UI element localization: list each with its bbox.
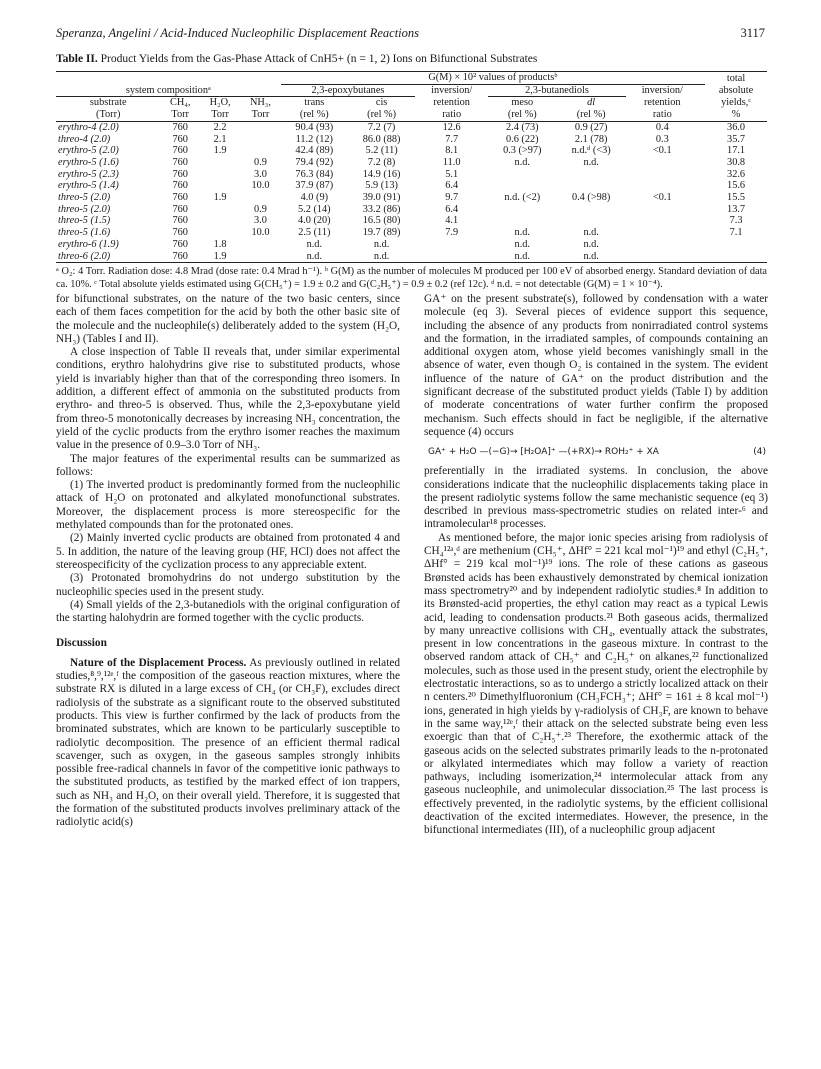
h2o-cell (200, 204, 240, 216)
trans-cell: n.d. (306, 238, 323, 250)
table-row (56, 227, 767, 239)
ch4-cell: 760 (172, 238, 188, 250)
system-composition-header: system compositionᵃ (56, 84, 281, 97)
cis-cell: 7.2 (8) (367, 156, 396, 168)
trans-cell: 5.2 (14) (298, 203, 331, 215)
table-label: Table II. (56, 53, 98, 65)
dl-cell: 0.4 (>98) (571, 192, 611, 204)
table-row (56, 134, 767, 146)
ch4-cell: 760 (172, 145, 188, 157)
total-yield-cell: 7.3 (729, 215, 743, 227)
total-yield-cell: 13.7 (727, 203, 746, 215)
ch4-cell: 760 (172, 192, 188, 204)
ch4-cell: 760 (172, 133, 188, 145)
total-yield-cell: 35.7 (727, 133, 746, 145)
substrate-cell: threo-4 (2.0) (58, 133, 111, 145)
inversion-retention-cell (415, 239, 488, 251)
substrate-cell: erythro-5 (2.0) (58, 145, 119, 157)
summary-item: (3) Protonated bromohydrins do not undergo substitution by the nucleophilic species used in the present study. (56, 572, 400, 598)
table-body (56, 121, 767, 262)
meso-cell: n.d. (514, 238, 530, 250)
total-yield-cell: 15.5 (727, 192, 746, 204)
substrate-cell: erythro-6 (1.9) (58, 238, 119, 250)
nh3-cell (240, 239, 280, 251)
h2o-cell: 2.1 (213, 133, 227, 145)
table-row (56, 215, 767, 227)
paragraph: As mentioned before, the major ionic species arising from radiolysis of CH₄¹²ᵃ,ᵈ are methenium (CH₅⁺, ΔHf° = 221 kcal mol⁻¹)¹⁹ and ethyl (C₂H₅⁺, ΔHf° = 219 kcal mol⁻¹)¹⁹ ions. The role of these cations as gaseous Brønsted acids has been exhaustively demonstrated by chemical ionization mass spectrometry²⁰ and by independent radiolytic studies.⁸ In addition to its Brønsted-acid properties, the ethyl cation may react as a typical Lewis acid, leading to condensation products.²¹ Both gaseous acids, thermalized by many unreactive collisions with CH₄, eventually attack the substrates, present in low concentrations in the gaseous mixture. In contrast to the observed random attack of CH₅⁺ and C₂H₅⁺ on alkanes,²² functionalized molecules, such as those used in the present study, orient the electrophile by electrostatic interactions, so as to undergo a strictly localized attack on their n centers.²⁰ Dimethylfluoronium (CH₃FCH₃⁺; ΔHf° = 161 ± 8 kcal mol⁻¹) ions, generated in high yields by γ-radiolysis of CH₃F, are known to behave in the same way,¹²ᵉ,ᶠ their attack on the selected substrate being even less exoergic than that of C₂H₅⁺.²³ Therefore, the exothermic attack of the gaseous acids on the selected substrates primarily leads to the n-protonated or alkylated intermediates which may follow a variety of reaction pathways, including isomerization,²⁴ intermolecular attack from any gaseous nucleophile, and unimolecular dissociation.²⁵ The last process is effectively prevented, in the radiolytic systems, by the efficient collisional deactivation of the excited intermediates. However, the presence, in the bifunctional intermediates (III), of a nucleophilic group adjacent (424, 531, 768, 837)
trans-cell: 76.3 (84) (295, 168, 334, 180)
paragraph: GA⁺ on the present substrate(s), followed by condensation with a water molecule (eq 3). Several pieces of evidence support this sequence, including the absence of any products from nonirradiated control systems and the formation, in the irradiated samples, of compounds containing an additional oxygen atom, whose yield becomes vanishingly small in the absence of water, even though O₂ is contained in the system. The evident influence of the nature of GA⁺ on the product distribution and the significant decrease of the substituted product yields (Table I) by addition of moderate concentrations of water further confirm the proposed mechanism. Such effects should in fact be negligible, if the alternative sequence (4) occurs (424, 293, 768, 438)
cis-cell: n.d. (373, 238, 390, 250)
h2o-cell: 1.9 (213, 145, 227, 157)
trans-cell: n.d. (281, 251, 348, 263)
table-row (56, 145, 767, 157)
inversion-retention-cell-2: <0.1 (652, 145, 672, 157)
table-row (56, 180, 767, 192)
subsection-heading: Nature of the Displacement Process. (70, 656, 247, 669)
meso-cell (488, 180, 556, 192)
inversion-retention-cell-2 (626, 239, 699, 251)
summary-item: (4) Small yields of the 2,3-butanediols with the original configuration of the starting halohydrin are formed together with the cyclic products. (56, 598, 400, 625)
cis-cell: n.d. (348, 251, 415, 263)
substrate-cell: threo-5 (1.6) (58, 227, 111, 239)
cis-cell: 19.7 (89) (362, 227, 401, 239)
cis-cell: 39.0 (91) (362, 192, 401, 204)
inversion-retention-cell (415, 251, 488, 263)
h2o-cell (200, 215, 240, 227)
dl-cell: 2.1 (78) (574, 133, 608, 145)
trans-cell: 4.0 (9) (300, 192, 329, 204)
nh3-header: NH₃, (249, 97, 271, 109)
ratio-header-2: ratio (626, 109, 699, 121)
inversion-retention-cell-2 (626, 169, 699, 181)
ratio-header: ratio (415, 109, 488, 121)
trans-cell: 11.2 (12) (295, 133, 333, 145)
retention-header: retention (433, 97, 470, 109)
paragraph-text: As previously outlined in related studies,⁸,⁹,¹²ᵉ,ᶠ the composition of the gaseous reaction mixtures, where the substrate RX is diluted in a large excess of CH₄ (or CH₃F), excludes direct radiolysis of the substrate as a significant route to the observed substituted products. This view is further confirmed by the lack of products from the brominated substrates, which are known to be particularly susceptible to radiolytic decomposition. The presence of an efficient thermal radical scavenger, such as oxygen, in the gaseous samples strongly inhibits possible free-radical channels in favor of the competitive ionic pathways to the substituted products, as testified by the marked effect of ion trappers, such as NH₃ and H₂O, on their overall yield. Therefore, it is suggested that the formation of the substituted products involves preliminary attack of the radiolytic acid(s) (56, 656, 400, 829)
rel-header-3: (rel %) (488, 109, 556, 121)
table-row (56, 204, 767, 216)
table-caption (56, 52, 766, 66)
gm-header: G(M) × 10² values of productsᵇ (281, 72, 705, 85)
rel-header-4: (rel %) (556, 109, 625, 121)
inversion-retention-cell: 6.4 (445, 180, 459, 192)
meso-cell: n.d. (514, 156, 530, 168)
rel-header-2: (rel %) (348, 109, 415, 121)
trans-cell: 4.0 (20) (298, 215, 331, 227)
inversion-retention-cell-2 (626, 251, 699, 263)
running-head (56, 26, 765, 44)
nh3-cell (240, 134, 280, 146)
table-row (56, 121, 767, 133)
torr-header-2: Torr (200, 109, 240, 121)
h2o-cell (200, 180, 240, 192)
total-yield-cell: 32.6 (727, 168, 746, 180)
summary-item: (1) The inverted product is predominantly formed from the nucleophilic attack of H₂O on protonated and alkylated monofunctional substrates. Moreover, the displacement process is more stereospecific for the methylated compounds than for the protonated ones. (56, 479, 400, 532)
inversion-retention-cell-2: 0.3 (655, 133, 669, 145)
meso-cell: n.d. (488, 251, 556, 263)
ch4-header: CH₄, (169, 97, 191, 109)
nh3-cell: 0.9 (254, 156, 267, 168)
substrate-cell: threo-5 (1.5) (58, 215, 111, 227)
trans-header: trans (304, 97, 325, 109)
paragraph (56, 657, 400, 830)
nh3-cell: 10.0 (251, 227, 270, 239)
inversion-retention-cell: 11.0 (442, 156, 461, 168)
meso-cell (488, 215, 556, 227)
paragraph: The major features of the experimental results can be summarized as follows: (56, 452, 400, 478)
ch4-cell: 760 (172, 215, 188, 227)
cis-cell: 33.2 (86) (362, 203, 401, 215)
cis-header: cis (375, 97, 388, 109)
inversion-retention-cell-2 (626, 157, 699, 169)
meso-cell: n.d. (<2) (504, 192, 541, 204)
cis-cell: 86.0 (88) (362, 133, 401, 145)
inversion-retention-cell-2 (626, 227, 699, 239)
nh3-cell (240, 251, 280, 263)
total-yield-cell: 15.6 (727, 180, 746, 192)
meso-cell: 2.4 (73) (505, 121, 539, 133)
inversion-retention-cell: 7.9 (445, 227, 459, 239)
torr-header: (Torr) (56, 109, 160, 121)
nh3-cell (240, 145, 280, 157)
meso-cell (488, 169, 556, 181)
nh3-cell: 3.0 (254, 168, 267, 180)
table-footnotes: ᵃ O₂: 4 Torr. Radiation dose: 4.8 Mrad (dose rate: 0.4 Mrad h⁻¹). ᵇ G(M) as the number of molecules M produced per 100 eV of absorbed energy. Standard deviation of data ca. 10%. ᶜ Total absolute yields estimated using G(CH₅⁺) = 1.9 ± 0.2 and G(C₂H₅⁺) = 0.9 ± 0.2 (ref 12c). ᵈ n.d. = not detectable (G(M) = 1 × 10⁻⁴). (56, 266, 767, 290)
substrate-cell: threo-6 (2.0) (56, 251, 160, 263)
substrate-cell: threo-5 (2.0) (58, 192, 111, 204)
absolute-header: absolute (718, 85, 754, 97)
nh3-cell (240, 192, 280, 204)
paragraph: A close inspection of Table II reveals that, under similar experimental conditions, erythro halohydrins give rise to substituted products, whose yield is invariably higher than that of the corresponding threo isomers. In addition, a different effect of ammonia on the substituted products from erythro- and threo-5 is observed. Thus, while the 2,3-epoxybutane yield from threo-5 monotonically decreases by increasing NH₃ concentration, the yield of the cyclic products from the erythro isomer reaches the maximum value in the presence of 0.9–3.0 Torr of NH₃. (56, 346, 400, 452)
cis-cell: 16.5 (80) (362, 215, 401, 227)
torr-header-1: Torr (160, 109, 199, 121)
equation-4 (424, 441, 768, 463)
ch4-cell: 760 (172, 156, 188, 168)
trans-cell: 42.4 (89) (295, 145, 334, 157)
ch4-cell: 760 (172, 121, 188, 133)
total-yield-cell: 7.1 (729, 227, 743, 239)
inversion-retention-cell-2 (626, 180, 699, 192)
h2o-cell (200, 157, 240, 169)
table-row (56, 157, 767, 169)
nh3-cell: 0.9 (254, 203, 267, 215)
table-row (56, 239, 767, 251)
dl-cell: n.d. (556, 251, 625, 263)
torr-header-3: Torr (240, 109, 280, 121)
total-yield-cell (705, 239, 767, 251)
dl-cell (556, 169, 625, 181)
total-yield-cell: 17.1 (727, 145, 746, 157)
ch4-cell: 760 (172, 203, 188, 215)
substrate-cell: erythro-4 (2.0) (58, 121, 119, 133)
table-caption-text: Product Yields from the Gas-Phase Attack of CnH5+ (n = 1, 2) Ions on Bifunctional Substrates (100, 53, 538, 65)
dl-cell: n.d. (583, 227, 599, 239)
retention-header-2: retention (643, 97, 681, 109)
substrate-cell: erythro-5 (2.3) (58, 168, 119, 180)
percent-header: % (705, 109, 767, 121)
total-header: total (726, 72, 746, 84)
ch4-cell: 760 (172, 227, 188, 239)
nh3-cell: 3.0 (254, 215, 267, 227)
h2o-cell: 1.9 (213, 192, 227, 204)
cis-cell: 5.2 (11) (365, 145, 398, 157)
table-row (56, 192, 767, 204)
meso-cell (488, 204, 556, 216)
left-column (56, 293, 400, 830)
equation-number: (4) (753, 447, 766, 458)
h2o-cell: 1.9 (200, 251, 240, 263)
trans-cell: 90.4 (93) (295, 121, 334, 133)
ch4-cell: 760 (160, 251, 199, 263)
total-yield-cell (705, 251, 767, 263)
h2o-header: H₂O, (209, 97, 231, 109)
h2o-cell (200, 227, 240, 239)
inversion-retention-cell: 8.1 (445, 145, 459, 157)
table-row (56, 169, 767, 181)
cis-cell: 5.9 (13) (365, 180, 398, 192)
ch4-cell: 760 (172, 168, 188, 180)
substrate-cell: threo-5 (2.0) (58, 203, 111, 215)
nh3-cell: 10.0 (251, 180, 270, 192)
cis-cell: 7.2 (7) (367, 121, 396, 133)
dl-cell: n.d. (583, 238, 599, 250)
dl-cell (556, 215, 625, 227)
right-column (424, 293, 768, 838)
h2o-cell (200, 169, 240, 181)
total-yield-cell: 30.8 (727, 156, 746, 168)
meso-cell: 0.3 (>97) (503, 145, 542, 157)
equation-body: GA⁺ + H₂O —(−G)→ [H₂OA]⁺ —(+RX)→ ROH₂⁺ + XA (428, 447, 659, 458)
inversion-retention-cell: 7.7 (445, 133, 459, 145)
meso-cell: 0.6 (22) (505, 133, 539, 145)
butanediols-header: 2,3-butanediols (488, 84, 626, 97)
dl-cell: n.d. (583, 156, 599, 168)
inversion-retention-cell: 6.4 (445, 203, 459, 215)
running-head-title: Speranza, Angelini / Acid-Induced Nucleophilic Displacement Reactions (56, 26, 420, 40)
rel-header-1: (rel %) (281, 109, 348, 121)
substrate-header: substrate (89, 97, 127, 109)
dl-cell (556, 204, 625, 216)
dl-header: dl (587, 97, 596, 109)
trans-cell: 37.9 (87) (295, 180, 334, 192)
total-yield-cell: 36.0 (727, 121, 746, 133)
inversion-retention-header-2: inversion/ (641, 85, 683, 97)
inversion-retention-cell: 9.7 (445, 192, 459, 204)
paragraph: for bifunctional substrates, on the nature of the two basic centers, since each of them faces competition for the acid by both the other basic site of the molecule and the nucleophile(s) deliberately added to the system (H₂O, NH₃) (Tables I and II). (56, 293, 400, 345)
meso-header: meso (511, 97, 534, 109)
dl-cell (556, 180, 625, 192)
substrate-cell: erythro-5 (1.6) (58, 156, 119, 168)
page-number: 3117 (740, 26, 765, 40)
inversion-retention-cell: 5.1 (445, 168, 459, 180)
section-heading: Discussion (56, 637, 107, 650)
ch4-cell: 760 (172, 180, 188, 192)
table-row (56, 251, 767, 263)
meso-cell: n.d. (514, 227, 530, 239)
epoxybutanes-header: 2,3-epoxybutanes (281, 84, 416, 97)
h2o-cell: 1.8 (213, 238, 227, 250)
dl-cell: n.d.ᵈ (<3) (571, 145, 611, 157)
paragraph: preferentially in the irradiated systems. In conclusion, the above considerations indicate that the nucleophilic displacements taking place in the present radiolytic systems follow the same mechanistic sequence (eq 3) described in previous mass-spectrometric studies on related inter-⁶ and intramolecular¹⁸ processes. (424, 465, 768, 531)
summary-item: (2) Mainly inverted cyclic products are obtained from protonated 4 and 5. In addition, the nature of the leaving group (HF, HCl) does not affect the stereospecificity of the cyclization process to any appreciable extent. (56, 532, 400, 571)
yields-header: yields,ᶜ (721, 97, 751, 109)
dl-cell: 0.9 (27) (574, 121, 608, 133)
inversion-retention-cell-2 (626, 215, 699, 227)
trans-cell: 2.5 (11) (298, 227, 331, 239)
substrate-cell: erythro-5 (1.4) (58, 180, 119, 192)
trans-cell: 79.4 (92) (295, 156, 334, 168)
inversion-retention-header: inversion/ (431, 85, 473, 97)
inversion-retention-cell-2: <0.1 (652, 192, 672, 204)
product-yields-table (56, 71, 767, 263)
cis-cell: 14.9 (16) (362, 168, 401, 180)
inversion-retention-cell: 12.6 (442, 121, 461, 133)
nh3-cell (240, 121, 280, 133)
h2o-cell: 2.2 (213, 121, 227, 133)
inversion-retention-cell-2: 0.4 (655, 121, 669, 133)
inversion-retention-cell-2 (626, 204, 699, 216)
inversion-retention-cell: 4.1 (445, 215, 459, 227)
